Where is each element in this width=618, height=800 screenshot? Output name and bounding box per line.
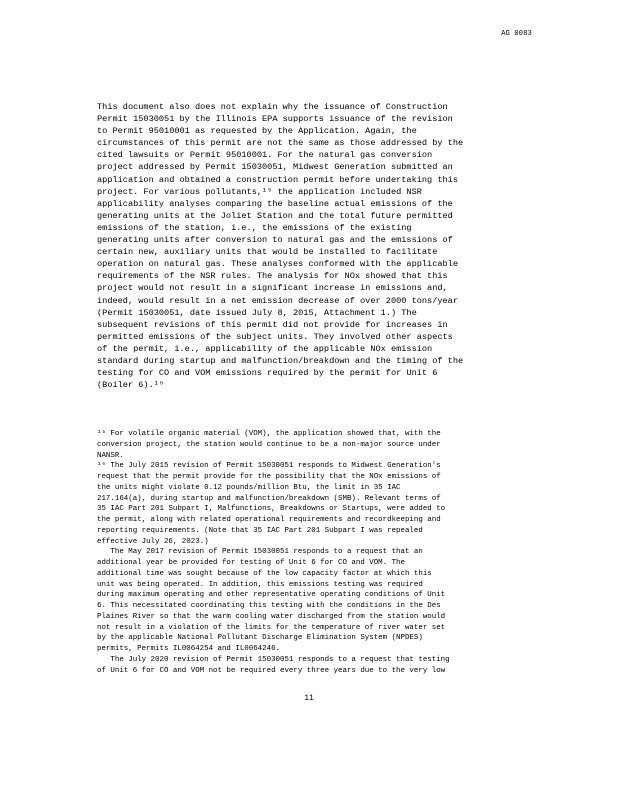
body-line: generating units after conversion to natural gas and the emissions of [97,235,453,246]
body-line: project addressed by Permit 15030051, Midwest Generation submitted an [97,162,453,173]
footnote-line: additional year be provided for testing of Unit 6 for CO and VOM. The [97,559,405,567]
main-paragraph [97,101,537,391]
body-line: project. For various pollutants,¹⁵ the application included NSR [97,186,422,197]
body-line: applicability analyses comparing the baseline actual emissions of the [97,198,453,209]
body-line: emissions of the station, i.e., the emissions of the existing [97,222,412,233]
footnote-line: reporting requirements. (Note that 35 IAC Part 201 Subpart I was repealed [97,526,423,535]
footnote-line: 217.164(a), during startup and malfunction/breakdown (SMB). Relevant terms of [97,494,441,503]
body-line: circumstances of this permit are not the same as those addressed by the [97,138,464,149]
footnote-line: The May 2017 revision of Permit 15030051 responds to a request that an [97,548,423,557]
footnote-line: The July 2020 revision of Permit 15030051 responds to a request that testing [97,655,450,664]
body-line: operation on natural gas. These analyses conformed with the applicable [97,259,458,270]
footnote-line: additional time was sought because of the low capacity factor at which this [97,569,432,578]
footnote-line: Plaines River so that the warm cooling water discharged from the station would [97,612,446,621]
body-line: Permit 15030051 by the Illinois EPA supports issuance of the revision [97,114,453,125]
body-line: permitted emissions of the subject units. They involved other aspects [97,331,453,342]
footnote-line: the units might violate 0.12 pounds/million Btu, the limit in 35 IAC [97,483,401,492]
body-line: testing for CO and VOM emissions required by the permit for Unit 6 [97,368,438,379]
footnote-line: request that the permit provide for the possibility that the NOx emissions of [97,473,441,481]
body-line: cited lawsuits or Permit 95010001. For the natural gas conversion [97,150,433,161]
footnote-line: during maximum operating and other representative operating conditions of Unit [97,591,446,600]
page-number: 11 [304,694,314,703]
footnote-line: not result in a violation of the limits for the temperature of river water set [97,623,446,632]
footnote-line: NANSR. [97,451,124,460]
footnote-line: conversion project, the station would continue to be a non-major source under [97,440,441,449]
body-line: indeed, would result in a net emission decrease of over 2000 tons/year [97,295,458,306]
footnote-line: 6. This necessitated coordinating this testing with the conditions in the Des [97,602,441,610]
body-line: requirements of the NSR rules. The analysis for NOx showed that this [97,271,448,282]
footnote-line: by the applicable National Pollutant Discharge Elimination System (NPDES) [97,634,423,643]
footnote-line: effective July 26, 2023.) [97,537,209,546]
page-header-label: AG 0083 [501,30,532,38]
footnote-line: permits, Permits IL0064254 and IL0064246. [97,645,280,653]
body-line: project would not result in a significant increase in emissions and, [97,283,448,294]
footnotes [97,429,537,676]
footnote-line: the permit, along with related operational requirements and recordkeeping and [97,516,441,524]
body-line: standard during startup and malfunction/breakdown and the timing of the [97,355,464,366]
body-line: application and obtained a construction permit before undertaking this [97,174,458,185]
footnote-line: ¹⁵ For volatile organic material (VOM), the application showed that, with the [97,430,441,438]
body-line: (Permit 15030051, date issued July 8, 2015, Attachment 1.) The [97,307,417,318]
body-line: This document also does not explain why the issuance of Construction [97,102,448,112]
footnote-line: unit was being operated. In addition, this emissions testing was required [97,580,423,589]
body-line: of the permit, i.e., applicability of the applicable NOx emission [97,343,433,354]
body-line: certain new, auxiliary units that would be installed to facilitate [97,247,438,258]
body-line: (Boiler 6).¹⁶ [97,380,165,391]
body-line: to Permit 95010001 as requested by the Application. Again, the [97,126,417,137]
body-line: generating units at the Joliet Station and the total future permitted [97,210,453,221]
footnote-line: ¹⁶ The July 2015 revision of Permit 15030051 responds to Midwest Generation's [97,462,441,471]
body-line: subsequent revisions of this permit did not provide for increases in [97,319,448,330]
footnote-line: 35 IAC Part 201 Subpart I, Malfunctions, Breakdowns or Startups, were added to [97,505,446,514]
footnote-line: of Unit 6 for CO and VOM not be required every three years due to the very low [97,666,446,675]
